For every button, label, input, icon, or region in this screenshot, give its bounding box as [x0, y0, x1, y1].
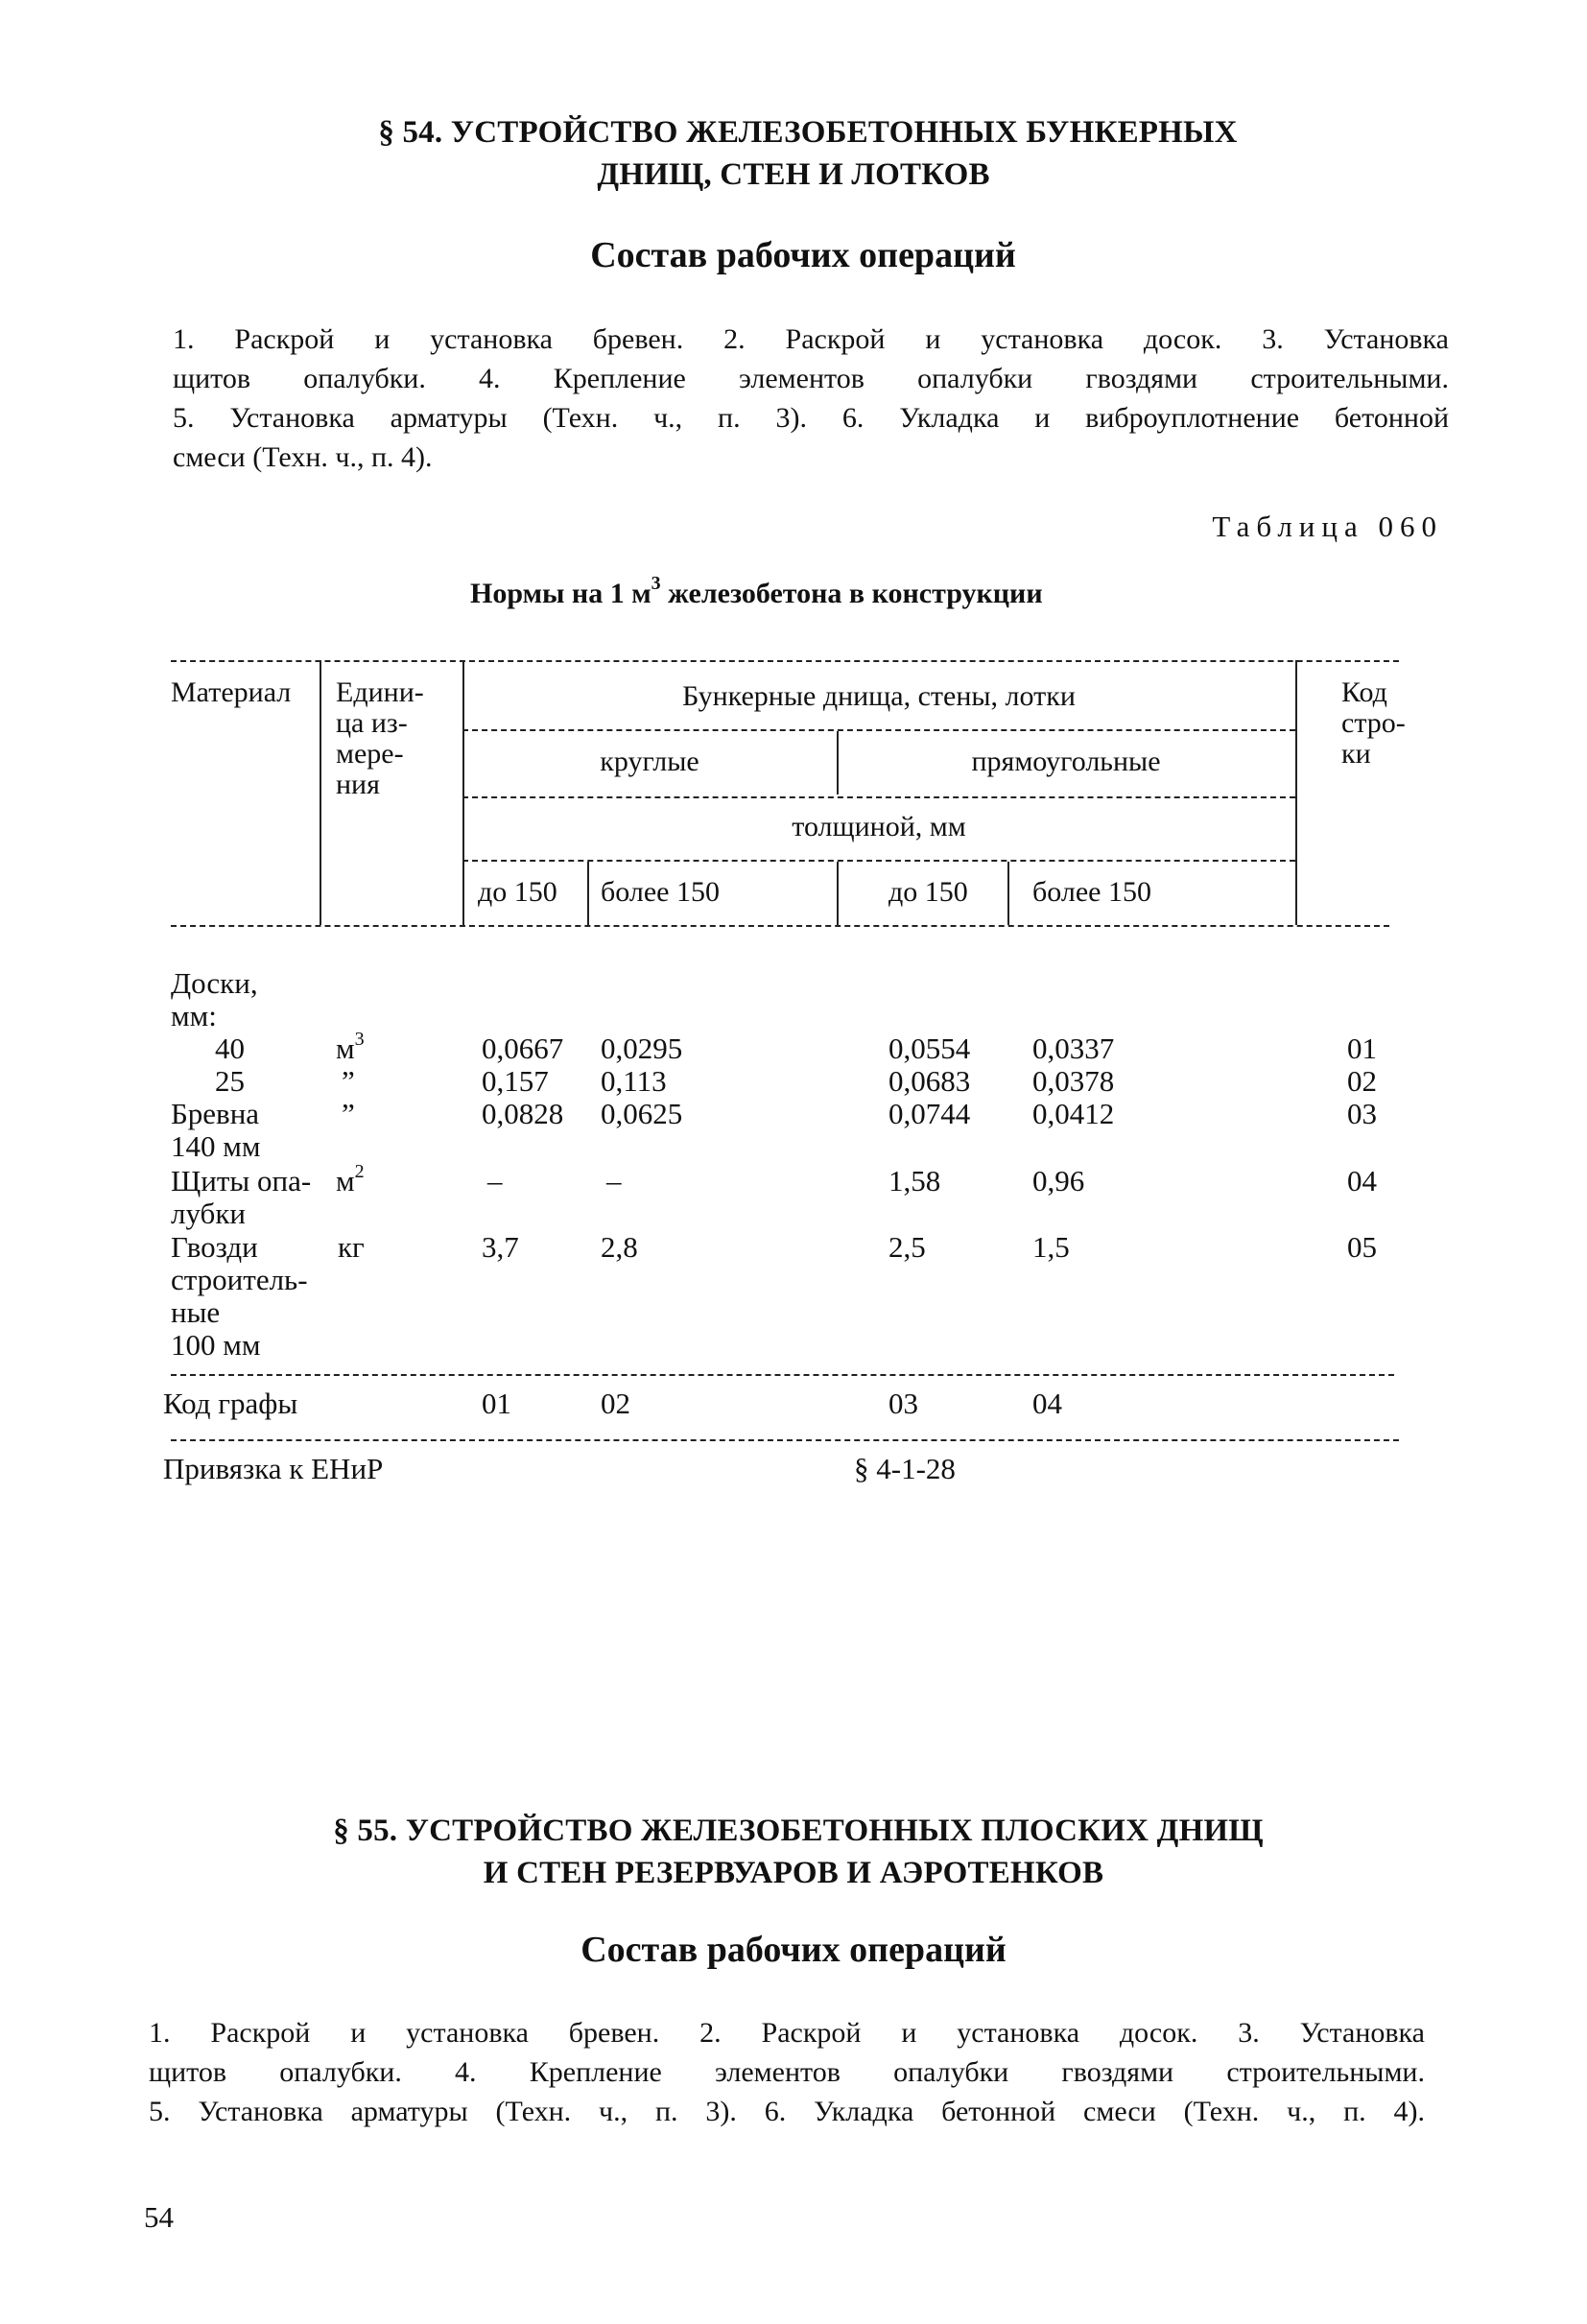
para-line: щитов опалубки. 4. Крепление элементов опалубки гвоздями строительными.	[149, 2056, 1425, 2088]
row-nails-c4: 1,5	[1032, 1230, 1070, 1264]
header-unit-line: Едини-	[336, 676, 424, 708]
material-line: ные	[171, 1295, 221, 1329]
section-54-title-line-2: ДНИЩ, СТЕН И ЛОТКОВ	[597, 157, 990, 192]
row-40-c3: 0,0554	[888, 1032, 971, 1065]
row-logs-c1: 0,0828	[482, 1097, 564, 1130]
material-line: 100 мм	[171, 1328, 261, 1362]
table-rule	[171, 1374, 1394, 1376]
section-55-title-line-2: И СТЕН РЕЗЕРВУАРОВ И АЭРОТЕНКОВ	[483, 1856, 1104, 1890]
header-code	[1341, 677, 1406, 770]
row-shields-c1: –	[487, 1164, 503, 1198]
row-40-material: 40	[215, 1032, 245, 1065]
header-material: Материал	[171, 676, 292, 708]
enir-label: Привязка к ЕНиР	[163, 1452, 384, 1485]
row-40-c4: 0,0337	[1032, 1032, 1115, 1065]
header-code-line: ки	[1341, 738, 1371, 770]
row-logs-c4: 0,0412	[1032, 1097, 1115, 1130]
column-code-2: 02	[601, 1387, 630, 1420]
row-shields-c2: –	[606, 1164, 622, 1198]
row-shields-c3: 1,58	[888, 1164, 941, 1198]
row-logs-code: 03	[1347, 1097, 1377, 1130]
header-up-to-150-round: до 150	[478, 876, 557, 908]
row-25-c2: 0,113	[601, 1064, 667, 1098]
header-group: Бункерные днища, стены, лотки	[682, 680, 1076, 712]
row-25-unit: ”	[342, 1064, 355, 1098]
column-code-4: 04	[1032, 1387, 1062, 1420]
header-over-150-rect: более 150	[1032, 876, 1151, 908]
row-boards-label	[171, 967, 258, 1032]
row-nails-c3: 2,5	[888, 1230, 926, 1264]
row-logs-unit: ”	[342, 1097, 355, 1130]
caption-text: Нормы на 1 м	[470, 578, 651, 609]
header-code-line: стро-	[1341, 707, 1406, 739]
para-line: 1. Раскрой и установка бревен. 2. Раскрой и установка досок. 3. Установка	[149, 2017, 1425, 2049]
table-rule	[462, 796, 1295, 798]
header-up-to-150-rect: до 150	[888, 876, 968, 908]
row-shields-material	[171, 1165, 311, 1230]
table-vline	[837, 862, 839, 925]
material-line: Гвозди	[171, 1230, 258, 1264]
row-shields-unit	[336, 1161, 365, 1198]
para-line: 1. Раскрой и установка бревен. 2. Раскрой и установка досок. 3. Установка	[173, 323, 1449, 355]
caption-text-end: железобетона в конструкции	[660, 578, 1043, 609]
row-40-unit	[336, 1029, 365, 1065]
header-over-150-round: более 150	[601, 876, 720, 908]
header-thickness: толщиной, мм	[792, 811, 966, 842]
row-25-c3: 0,0683	[888, 1064, 971, 1098]
unit-text: м	[336, 1164, 355, 1198]
material-line: Щиты опа-	[171, 1164, 312, 1198]
para-line: смеси (Техн. ч., п. 4).	[173, 441, 433, 473]
unit-text: м	[336, 1032, 355, 1065]
column-codes-label: Код графы	[163, 1387, 298, 1420]
unit-sup: 3	[354, 1029, 365, 1050]
header-code-line: Код	[1341, 676, 1387, 708]
para-line: щитов опалубки. 4. Крепление элементов опалубки гвоздями строительными.	[173, 363, 1449, 394]
header-round: круглые	[600, 746, 699, 777]
table-rule	[171, 1439, 1399, 1441]
material-line: Доски,	[171, 966, 258, 1000]
table-label: Таблица 060	[1212, 510, 1443, 543]
table-vline	[587, 862, 589, 925]
enir-value: § 4-1-28	[854, 1452, 956, 1485]
row-nails-unit: кг	[338, 1230, 365, 1264]
header-unit-line: мере-	[336, 738, 404, 770]
row-40-c2: 0,0295	[601, 1032, 683, 1065]
row-nails-code: 05	[1347, 1230, 1377, 1264]
section-55-paragraph	[149, 2013, 1425, 2131]
row-logs-material	[171, 1098, 260, 1163]
section-54-subtitle: Состав рабочих операций	[590, 235, 1016, 275]
column-code-1: 01	[482, 1387, 511, 1420]
column-code-3: 03	[888, 1387, 918, 1420]
row-nails-c2: 2,8	[601, 1230, 638, 1264]
material-line: строитель-	[171, 1263, 308, 1296]
row-nails-c1: 3,7	[482, 1230, 519, 1264]
unit-sup: 2	[354, 1161, 365, 1182]
section-55-title-line-1: § 55. УСТРОЙСТВО ЖЕЛЕЗОБЕТОННЫХ ПЛОСКИХ ДНИЩ	[333, 1814, 1264, 1848]
table-caption	[470, 573, 1043, 610]
table-header-rule	[171, 925, 1389, 927]
header-unit-line: ца из-	[336, 707, 408, 739]
page-number: 54	[144, 2200, 174, 2234]
row-logs-c2: 0,0625	[601, 1097, 683, 1130]
table-top-rule	[171, 660, 1399, 662]
section-55-subtitle: Состав рабочих операций	[580, 1930, 1007, 1970]
para-line: 5. Установка арматуры (Техн. ч., п. 3). 6. Укладка и виброуплотнение бетонной	[173, 402, 1449, 434]
header-unit-line: ния	[336, 769, 380, 800]
row-nails-material	[171, 1231, 308, 1362]
header-rect: прямоугольные	[971, 746, 1161, 777]
caption-sup: 3	[651, 573, 661, 594]
material-line: 140 мм	[171, 1129, 261, 1163]
row-40-code: 01	[1347, 1032, 1377, 1065]
row-logs-c3: 0,0744	[888, 1097, 971, 1130]
section-54-title-line-1: § 54. УСТРОЙСТВО ЖЕЛЕЗОБЕТОННЫХ БУНКЕРНЫХ	[378, 115, 1238, 150]
row-40-c1: 0,0667	[482, 1032, 564, 1065]
material-line: лубки	[171, 1197, 246, 1230]
table-vline	[1007, 862, 1009, 925]
header-unit	[336, 677, 424, 800]
row-25-material: 25	[215, 1064, 245, 1098]
row-shields-code: 04	[1347, 1164, 1377, 1198]
table-vline	[320, 660, 321, 925]
row-25-c4: 0,0378	[1032, 1064, 1115, 1098]
row-shields-c4: 0,96	[1032, 1164, 1085, 1198]
material-line: мм:	[171, 999, 217, 1032]
table-vline	[1295, 660, 1297, 925]
row-25-c1: 0,157	[482, 1064, 549, 1098]
section-54-paragraph	[173, 320, 1449, 477]
material-line: Бревна	[171, 1097, 260, 1130]
para-line: 5. Установка арматуры (Техн. ч., п. 3). 6. Укладка бетонной смеси (Техн. ч., п. 4).	[149, 2096, 1425, 2127]
table-rule	[462, 729, 1295, 731]
row-25-code: 02	[1347, 1064, 1377, 1098]
